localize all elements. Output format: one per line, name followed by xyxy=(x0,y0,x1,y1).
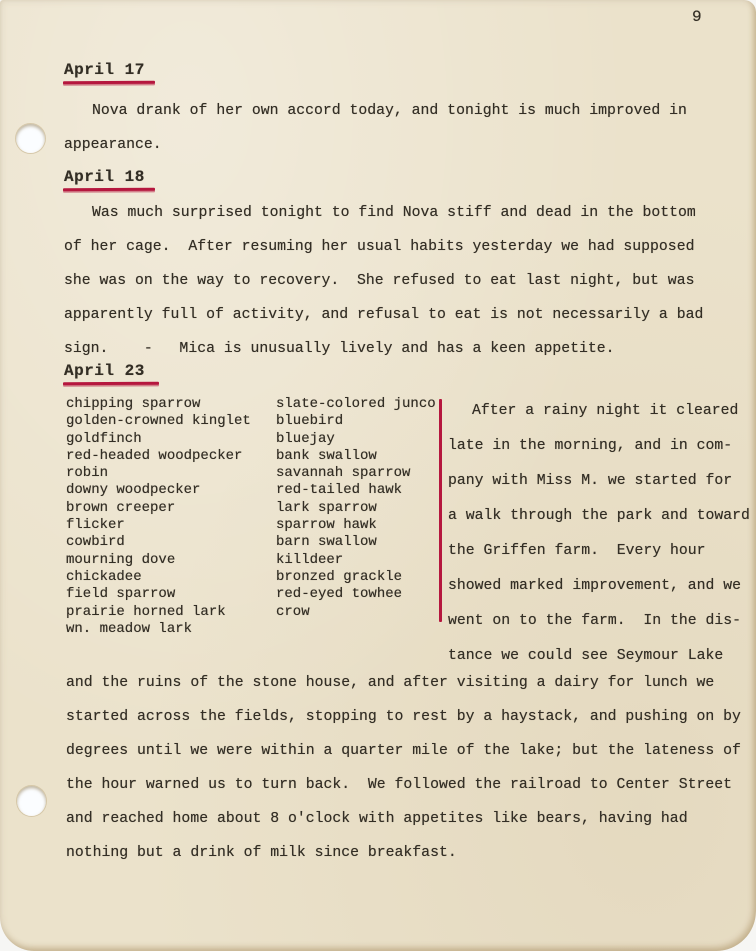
bird-name: downy woodpecker xyxy=(66,482,201,499)
bird-name: brown creeper xyxy=(66,499,176,516)
bird-name: goldfinch xyxy=(66,430,142,447)
punch-hole-bottom xyxy=(17,786,46,816)
journal-line: went on to the farm. In the dis- xyxy=(448,613,742,629)
journal-line: pany with Miss M. we started for xyxy=(448,473,733,489)
bird-name: sparrow hawk xyxy=(276,517,377,534)
journal-line: a walk through the park and toward xyxy=(448,508,750,524)
entry-date-april-18: April 18 xyxy=(64,168,145,186)
date-underline xyxy=(63,81,155,84)
journal-line: showed marked improvement, and we xyxy=(448,578,742,594)
bird-list-column-1 xyxy=(66,396,251,638)
bird-name: golden-crowned kinglet xyxy=(66,413,251,430)
entry-paragraph-april-18 xyxy=(64,196,703,366)
bird-name: bluejay xyxy=(276,430,335,447)
bird-name: killdeer xyxy=(276,551,344,568)
journal-line: she was on the way to recovery. She refused to eat last night, but was xyxy=(64,273,695,289)
entry-paragraph-april-17 xyxy=(64,94,687,162)
journal-line: the Griffen farm. Every hour xyxy=(448,543,706,559)
entry-date-april-23: April 23 xyxy=(64,362,145,380)
bird-name: lark sparrow xyxy=(276,499,377,516)
journal-line: of her cage. After resuming her usual habits yesterday we had supposed xyxy=(64,239,695,255)
journal-line: sign. - Mica is unusually lively and has a keen appetite. xyxy=(64,341,615,357)
bird-name: bluebird xyxy=(276,413,344,430)
date-underline xyxy=(63,188,155,191)
journal-line: started across the fields, stopping to rest by a haystack, and pushing on by xyxy=(66,709,741,725)
bird-name: cowbird xyxy=(66,534,125,551)
bird-name: robin xyxy=(66,465,109,482)
bird-name: savannah sparrow xyxy=(276,465,411,482)
journal-line: and reached home about 8 o'clock with appetites like bears, having had xyxy=(66,811,688,827)
column-divider-rule xyxy=(439,399,442,622)
bird-name: wn. meadow lark xyxy=(66,620,193,637)
journal-line: appearance. xyxy=(64,137,162,153)
bird-name: slate-colored junco xyxy=(276,396,436,412)
punch-hole-top xyxy=(16,124,45,153)
journal-line: tance we could see Seymour Lake xyxy=(448,648,724,664)
bird-name: bank swallow xyxy=(276,447,377,464)
bird-name: crow xyxy=(276,603,310,620)
bird-list-column-2 xyxy=(276,396,436,621)
bird-name: red-headed woodpecker xyxy=(66,447,243,464)
journal-line: degrees until we were within a quarter mile of the lake; but the lateness of xyxy=(66,743,741,759)
entry-paragraph-april-23-full xyxy=(66,666,741,870)
journal-line: late in the morning, and in com- xyxy=(448,438,733,454)
bird-name: red-eyed towhee xyxy=(276,586,403,603)
bird-name: flicker xyxy=(66,517,125,534)
bird-name: chickadee xyxy=(66,568,142,585)
journal-line: and the ruins of the stone house, and after visiting a dairy for lunch we xyxy=(66,675,715,691)
entry-date-april-17: April 17 xyxy=(64,61,145,79)
journal-line: apparently full of activity, and refusal to eat is not necessarily a bad xyxy=(64,307,704,323)
journal-line: After a rainy night it cleared xyxy=(472,403,739,419)
journal-line: Nova drank of her own accord today, and tonight is much improved in xyxy=(92,103,687,119)
bird-name: chipping sparrow xyxy=(66,396,201,412)
date-underline xyxy=(63,382,159,385)
journal-line: the hour warned us to turn back. We followed the railroad to Center Street xyxy=(66,777,732,793)
bird-name: red-tailed hawk xyxy=(276,482,403,499)
bird-name: mourning dove xyxy=(66,551,176,568)
journal-line: Was much surprised tonight to find Nova stiff and dead in the bottom xyxy=(92,205,696,221)
bird-name: bronzed grackle xyxy=(276,568,403,585)
journal-line: nothing but a drink of milk since breakfast. xyxy=(66,845,457,861)
bird-name: field sparrow xyxy=(66,586,176,603)
bird-name: barn swallow xyxy=(276,534,377,551)
bird-name: prairie horned lark xyxy=(66,603,226,620)
entry-paragraph-april-23-column xyxy=(448,394,750,674)
page-number: 9 xyxy=(692,8,702,26)
